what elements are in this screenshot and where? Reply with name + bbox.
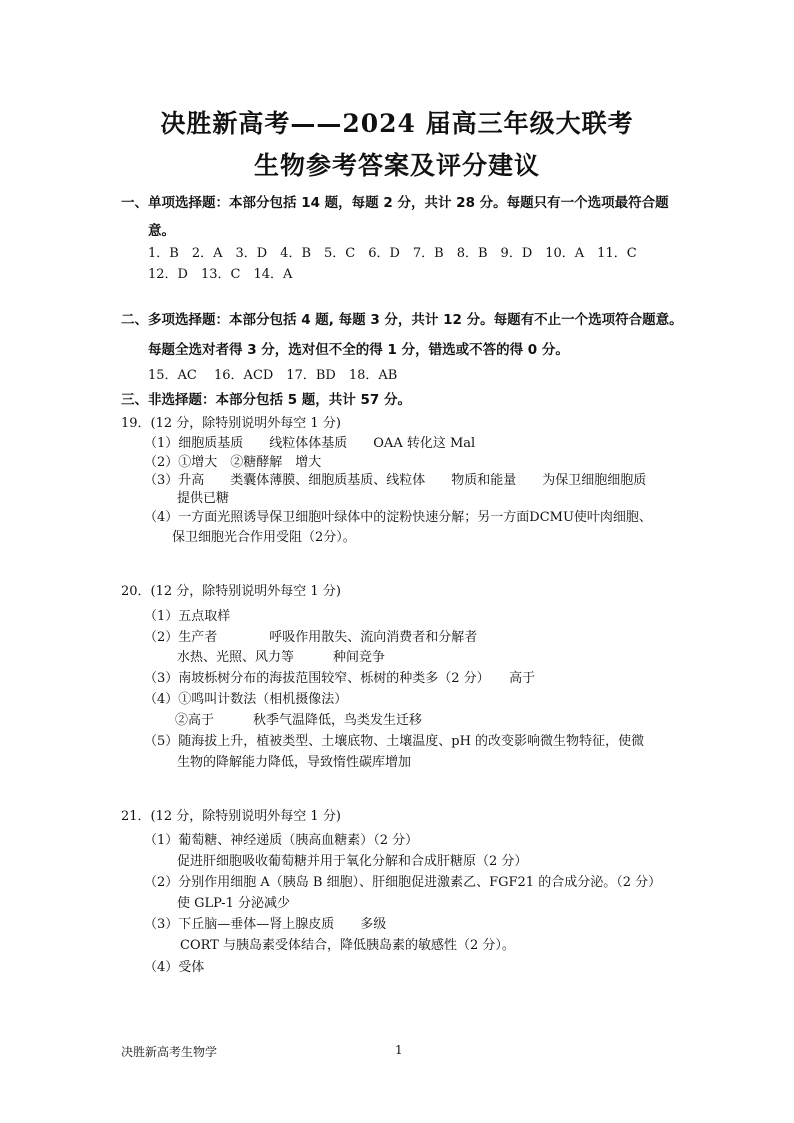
q20-answer-5-cont: 生物的降解能力降低，导致惰性碳库增加 — [177, 755, 412, 770]
section2-heading-cont: 每题全选对者得 3 分，选对但不全的得 1 分，错选或不答的得 0 分。 — [148, 342, 569, 358]
q20-answer-1: （1）五点取样 — [144, 609, 231, 624]
section1-heading-cont: 意。 — [148, 223, 175, 239]
q19-answer-4-cont: 保卫细胞光合作用受阻（2分）。 — [172, 530, 356, 545]
q21-header: 21．(12 分，除特别说明外每空 1 分) — [121, 809, 341, 824]
section1-answers-line2: 12．D 13．C 14．A — [148, 267, 293, 282]
footer-label: 决胜新高考生物学 — [121, 1045, 218, 1059]
section1-heading: 一、单项选择题：本部分包括 14 题，每题 2 分，共计 28 分。每题只有一个选项最符合题 — [121, 195, 669, 211]
q21-answer-3-cont: CORT 与胰岛素受体结合，降低胰岛素的敏感性（2 分）。 — [180, 938, 515, 953]
section1-answers-line1: 1．B 2．A 3．D 4．B 5．C 6．D 7．B 8．B 9．D 10．A 11．C — [148, 246, 637, 261]
q20-answer-4: （4）①鸣叫计数法（相机摄像法） — [144, 692, 348, 707]
q21-answer-2-cont: 使 GLP-1 分泌减少 — [177, 896, 290, 911]
page-number: 1 — [395, 1043, 403, 1057]
section2-heading: 二、多项选择题：本部分包括 4 题, 每题 3 分，共计 12 分。每题有不止一个选项符合题意。 — [121, 312, 683, 328]
section2-answers: 15．AC 16．ACD 17．BD 18．AB — [148, 368, 398, 383]
q19-answer-1: （1）细胞质基质 线粒体体基质 OAA 转化这 Mal — [144, 436, 476, 451]
q19-answer-4: （4）一方面光照诱导保卫细胞叶绿体中的淀粉快速分解；另一方面DCMU使叶肉细胞、 — [144, 510, 652, 525]
q19-answer-3-cont: 提供已糖 — [177, 491, 230, 506]
page-subtitle: 生物参考答案及评分建议 — [253, 151, 540, 180]
q19-header: 19．(12 分，除特别说明外每空 1 分) — [121, 416, 341, 431]
q20-header: 20．(12 分，除特别说明外每空 1 分) — [121, 584, 341, 599]
q21-answer-1-cont: 促进肝细胞吸收葡萄糖并用于氧化分解和合成肝糖原（2 分） — [177, 854, 528, 869]
section3-heading: 三、非选择题：本部分包括 5 题，共计 57 分。 — [121, 392, 411, 408]
q21-answer-2: （2）分别作用细胞 A（胰岛 B 细胞）、肝细胞促进激素乙、FGF21 的合成分泌。（2 分） — [144, 875, 662, 890]
q19-answer-2: （2）①增大 ②糖酵解 增大 — [144, 455, 322, 470]
q20-answer-2-cont: 水热、光照、风力等 种间竞争 — [177, 650, 386, 665]
q20-answer-5: （5）随海拔上升，植被类型、土壤底物、土壤温度、pH 的改变影响微生物特征，使微 — [144, 734, 645, 749]
q20-answer-4-cont: ②高于 秋季气温降低，鸟类发生迁移 — [175, 713, 423, 728]
page-title: 决胜新高考——2024 届高三年级大联考 — [160, 109, 634, 138]
q20-answer-2: （2）生产者 呼吸作用散失、流向消费者和分解者 — [144, 630, 478, 645]
q21-answer-3: （3）下丘脑—垂体—肾上腺皮质 多级 — [144, 917, 387, 932]
q19-answer-3: （3）升高 类囊体薄膜、细胞质基质、线粒体 物质和能量 为保卫细胞细胞质 — [144, 473, 647, 488]
q21-answer-1: （1）葡萄糖、神经递质（胰高血糖素）（2 分） — [144, 833, 419, 848]
q21-answer-4: （4）受体 — [144, 960, 205, 975]
q20-answer-3: （3）南坡栎树分布的海拔范围较窄、栎树的种类多（2 分） 高于 — [144, 671, 536, 686]
